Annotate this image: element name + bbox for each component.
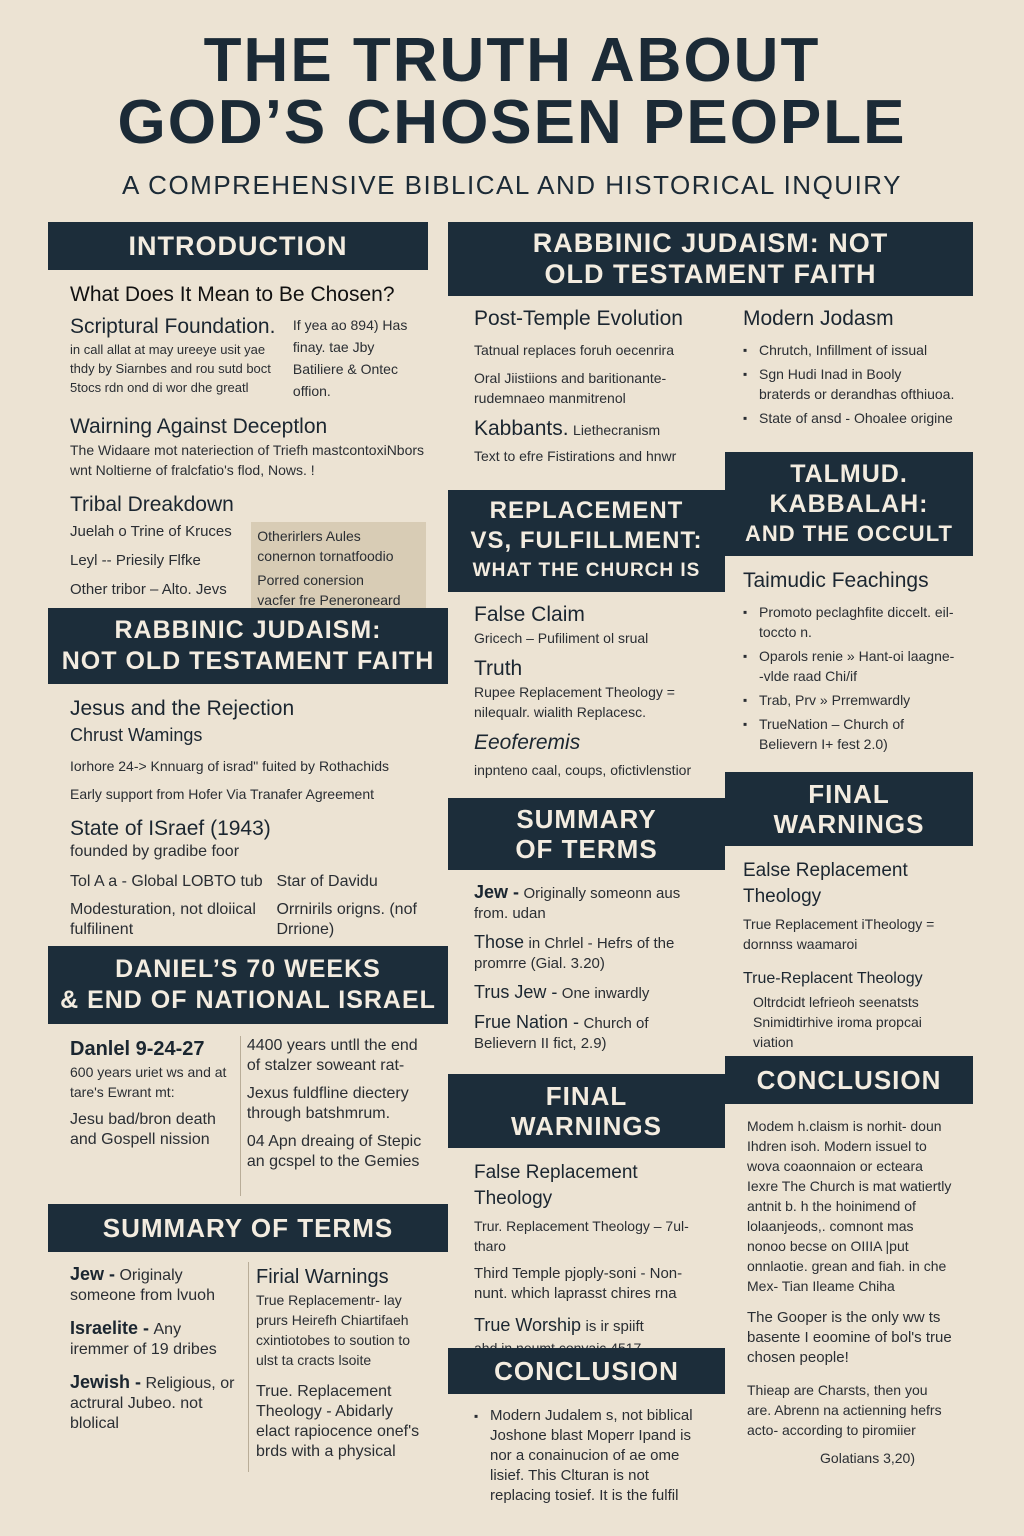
- final-right-text-2: Oltrdcidt lefrieoh seenatsts Snimidtirhive iroma propcai viation: [753, 994, 922, 1050]
- final-warnings-text-1: True Replacementr- lay prurs Heirefh Chiartifaeh cxintiotobes to soution to ulst ta cracts lsoite: [256, 1292, 411, 1368]
- mid-summary: [448, 798, 725, 1066]
- state-row-b-left: Modesturation, not dloiical fulfilinent: [70, 901, 256, 938]
- mid-rabbinic: [448, 222, 973, 296]
- eoferemis-text: inpnteno caal, coups, ofictivlenstior: [474, 762, 692, 778]
- talmud-header: [725, 452, 973, 556]
- truth-heading: Truth: [474, 657, 523, 680]
- conclusion-mid-bullet: ▪ Modern Judalem s, not biblical Joshone blast Moperr Ipand is nor a conainucion of ae ome lisief. This Clturan is not replacing tosief. It is the fulfil: [474, 1406, 699, 1506]
- rabbinic-header-line2: NOT OLD TESTAMENT FAITH: [61, 647, 435, 675]
- tribal-row-left: Leyl -- Priesily Flfke: [70, 552, 201, 569]
- true-worship-heading: True Worship: [474, 1315, 582, 1335]
- tribal-table: [70, 522, 426, 614]
- introduction-header: [48, 222, 428, 270]
- tribal-heading: Tribal Dreakdown: [70, 493, 234, 516]
- rabbinic-header-left: [48, 608, 448, 684]
- kabbants-heading: Kabbants.: [474, 417, 569, 440]
- modern-item: ▪ State of ansd - Ohoalee origine: [743, 408, 955, 428]
- talmud-item: ▪ TrueNation – Church of Believern I+ fest 2.0): [743, 714, 955, 754]
- conclusion-right-text: CONCLUSION: [756, 1064, 942, 1095]
- title-line-2: GOD’S CHOSEN PEOPLE: [117, 88, 907, 157]
- title-line-1: THE TRUTH ABOUT: [203, 26, 821, 95]
- daniel-ref: Danlel 9-24-27: [70, 1038, 205, 1060]
- mid-term-those: [474, 932, 699, 974]
- final-header-mid: [448, 1074, 725, 1148]
- term-label: Trus Jew -: [474, 982, 558, 1002]
- scriptural-text: in call allat at may ureeye usit yae thdy by Siarnbes and rou sutd boct 5tocs rdn ond di wor dhe greatl: [70, 342, 271, 395]
- final-mid-text-1b: tharo: [474, 1238, 506, 1254]
- conclusion-section-mid: [448, 1394, 725, 1506]
- summary-columns: [70, 1264, 426, 1462]
- term-label: Jewish -: [70, 1372, 142, 1392]
- jesus-heading: Jesus and the Rejection: [70, 697, 295, 720]
- rabbinic-mid-line1: RABBINIC JUDAISM: NOT: [532, 228, 889, 258]
- truth-text: Rupee Replacement Theology = nilequalr. wialith Replacesc.: [474, 684, 675, 720]
- left-column: [48, 222, 448, 622]
- summary-section-mid: [448, 870, 725, 1066]
- intro-question: What Does It Mean to Be Chosen?: [70, 283, 395, 306]
- term-label: Jew -: [70, 1264, 116, 1284]
- post-temple-section: [448, 296, 725, 476]
- conclusion-header-right: [725, 1056, 973, 1104]
- final-mid-line2: WARNINGS: [511, 1111, 662, 1141]
- true-worship-text: is ir spiift: [585, 1318, 644, 1335]
- warning-heading: Wairning Against Deceptlon: [70, 415, 328, 438]
- page-subtitle: A COMPREHENSIVE BIBLICAL AND HISTORICAL INQUIRY: [122, 170, 902, 200]
- right-conclusion: [725, 1056, 973, 1468]
- final-right-text-1: True Replacement iTheology = dornnss waamaroi: [743, 916, 935, 952]
- right-talmud: [725, 452, 973, 766]
- tribal-row-left: Other tribor – Alto. Jevs: [70, 581, 227, 598]
- tribal-row-right: Porred conersion: [257, 572, 364, 588]
- conclusion-mid-text: CONCLUSION: [494, 1355, 679, 1386]
- talmud-section: [725, 556, 973, 766]
- final-right-heading: Ealse Replacement Theology: [743, 860, 908, 907]
- talmud-item: ▪ Oparols renie » Hant-oi laagne- -vlde raad Chi/if: [743, 646, 955, 686]
- replacement-header: [448, 490, 725, 592]
- replacement-line2: VS, FULFILLMENT:: [470, 527, 703, 554]
- scriptural-note: If yea ao 894) Has finay. tae Jby Batiliere & Ontec offion.: [292, 317, 408, 399]
- post-temple-heading: Post-Temple Evolution: [474, 307, 683, 330]
- page-title: [0, 26, 1024, 157]
- introduction-header-text: INTRODUCTION: [128, 230, 348, 261]
- daniel-right-text-3: 04 Apn dreaing of Stepic an gcspel to the Gemies: [246, 1133, 422, 1170]
- left-daniel: [48, 946, 448, 1180]
- conclusion-header-mid: [448, 1348, 725, 1394]
- right-final: [725, 772, 973, 1064]
- final-right-line1: FINAL: [808, 779, 890, 809]
- left-rabbinic: [48, 608, 448, 948]
- daniel-columns: [70, 1036, 426, 1172]
- daniel-left-text-1: 600 years uriet ws and at tare's Ewrant mt:: [70, 1064, 227, 1100]
- final-warnings-heading: Firial Warnings: [256, 1266, 389, 1288]
- final-mid-text-1: Trur. Replacement Theology – 7ul-: [474, 1218, 689, 1234]
- right-modern: [725, 296, 973, 438]
- daniel-header: [48, 946, 448, 1024]
- talmud-line1: TALMUD.: [790, 460, 908, 488]
- final-right-heading-2: True-Replacent Theology: [743, 970, 923, 987]
- rabbinic-line-2: Early support from Hofer Via Tranafer Agreement: [70, 786, 374, 802]
- talmud-line3: AND THE OCCULT: [745, 521, 953, 546]
- replacement-line1: REPLACEMENT: [489, 497, 684, 524]
- talmud-line2: KABBALAH:: [769, 490, 929, 518]
- false-claim-heading: False Claim: [474, 603, 585, 626]
- summary-section-left: [48, 1252, 448, 1470]
- post-temple-text-1: Tatnual replaces foruh oecenrira: [474, 342, 675, 358]
- kabbants-tail: Liethecranism: [573, 422, 661, 438]
- rabbinic-header-line1: RABBINIC JUDAISM:: [114, 616, 382, 644]
- conclusion-right-p3: Thieap are Charsts, then you are. Abrenn na actienning hefrs acto- according to piromiier: [747, 1382, 942, 1438]
- term-label: Frue Nation -: [474, 1012, 580, 1032]
- mid-final: [448, 1074, 725, 1370]
- conclusion-right-ref: Golatians 3,20): [820, 1450, 915, 1466]
- daniel-left-text-2: Jesu bad/bron death and Gospell nission: [70, 1111, 216, 1148]
- term-def: in Chrlel - Hefrs of the promrre (Gial. 3.20): [474, 935, 675, 972]
- summary-mid-line2: OF TERMS: [515, 834, 658, 864]
- left-summary: [48, 1204, 448, 1470]
- talmud-item: ▪ Trab, Prv » Prremwardly: [743, 690, 955, 710]
- daniel-divider: [240, 1036, 241, 1196]
- christ-warnings: Chrust Wamings: [70, 725, 203, 745]
- conclusion-section-right: [725, 1104, 973, 1468]
- daniel-header-line1: DANIEL’S 70 WEEKS: [115, 955, 381, 983]
- conclusion-right-p1: Modem h.claism is norhit- doun Ihdren isoh. Modern issuel to wova coaonnaion or ecteara Iexre The Church is mat watiertly antnit b. h the hoinimend of lolaanjeods,. comnont mas nonoo becse on OIIIA |put onnlaotie. grean and fiah. in che Mex- Tian Ileame Chiha: [747, 1118, 952, 1294]
- kabbants-text: Text to efre Fistirations and hnwr: [474, 448, 677, 464]
- state-row-a-left: Tol A a - Global LOBTO tub: [70, 873, 263, 890]
- term-def: Any iremmer of 19 dribes: [70, 1321, 217, 1358]
- state-row-a-right: Star of Davidu: [276, 873, 378, 890]
- conclusion-right-p2: The Gooper is the only ww ts basente I eoomine of bol's true chosen people!: [747, 1309, 952, 1366]
- talmud-heading: Taimudic Feachings: [743, 569, 929, 592]
- replacement-line3: WHAT THE CHURCH IS: [472, 560, 701, 581]
- term-def: Religious, or actrural Jubeo. not blolical: [70, 1375, 235, 1432]
- state-details: [70, 872, 426, 940]
- state-heading: State of ISraef (1943): [70, 817, 271, 840]
- mid-term-jew: [474, 882, 699, 924]
- rabbinic-section-left: [48, 684, 448, 948]
- daniel-header-line2: & END OF NATIONAL ISRAEL: [60, 986, 436, 1014]
- term-jew: [70, 1264, 240, 1306]
- final-right-line2: WARNINGS: [773, 809, 925, 839]
- final-mid-text-2: Third Temple pjoply-soni - Non- nunt. which laprasst chires rna: [474, 1265, 683, 1302]
- daniel-right-text-2: Jexus fuldfline diectery through batshmrum.: [246, 1085, 409, 1122]
- daniel-right-text-1: 4400 years untll the end of stalzer soweant rat-: [246, 1037, 418, 1074]
- mid-term-true-jew: [474, 982, 699, 1004]
- state-text: founded by gradibe foor: [70, 843, 240, 860]
- eoferemis-heading: Eeoferemis: [474, 731, 581, 754]
- term-label: Those: [474, 932, 525, 952]
- final-section-mid: [448, 1148, 725, 1370]
- talmud-item: ▪ Promoto peclaghfite diccelt. eil- toccto n.: [743, 602, 955, 642]
- term-def: One inwardly: [561, 985, 650, 1002]
- kabbants-line: [474, 416, 699, 442]
- state-row-b-right: Orrnirils origns. (nof Drrione): [276, 901, 417, 938]
- true-worship-line: [474, 1312, 699, 1338]
- replacement-section: [448, 592, 725, 790]
- scriptural-heading: Scriptural Foundation.: [70, 315, 276, 338]
- term-jewish: [70, 1372, 240, 1434]
- warning-text: The Widaare mot nateriection of Triefh mastcontoxiNbors wnt Noltierne of fralcfatio's flod, Nows. !: [70, 442, 425, 478]
- mid-post-temple: [448, 296, 725, 476]
- introduction-section: [48, 270, 448, 622]
- daniel-section: [48, 1024, 448, 1180]
- summary-header-mid: [448, 798, 725, 870]
- modern-item: ▪ Chrutch, Infillment of issual: [743, 340, 955, 360]
- tribal-notes: [251, 522, 426, 614]
- mid-term-true-nation: [474, 1012, 699, 1054]
- summary-header-left: [48, 1204, 448, 1252]
- modern-heading: Modern Jodasm: [743, 307, 894, 330]
- final-warnings-text-2: True. Replacement Theology - Abidarly elact rapiocence onef's brds with a physical: [256, 1383, 420, 1460]
- term-label: Israelite -: [70, 1318, 150, 1338]
- mid-conclusion: [448, 1348, 725, 1506]
- term-def: Originally someonn aus from. udan: [474, 885, 681, 922]
- tribal-row-right: Otherirlers Aules conernon tornatfoodio: [257, 528, 394, 564]
- rabbinic-header-mid: [448, 222, 973, 296]
- modern-section: [725, 296, 973, 438]
- term-label: Jew -: [474, 882, 520, 902]
- term-def: Church of Believern II fict, 2.9): [474, 1015, 649, 1052]
- final-mid-heading-1: False Replacement Theology: [474, 1162, 638, 1209]
- term-def: Originaly someone from lvuoh: [70, 1267, 215, 1304]
- post-temple-text-2: Oral Jiistiions and baritionante- rudemnaeo manmitrenol: [474, 370, 667, 406]
- summary-divider: [248, 1262, 249, 1472]
- final-header-right: [725, 772, 973, 846]
- tribal-row-right: vacfer fre Peneroneard: [257, 592, 401, 608]
- rabbinic-mid-line2: OLD TESTAMENT FAITH: [544, 259, 877, 289]
- final-mid-line1: FINAL: [545, 1081, 628, 1111]
- final-section-right: [725, 846, 973, 1064]
- false-claim-text: Gricech – Pufiliment ol srual: [474, 630, 649, 646]
- mid-replacement: [448, 490, 725, 790]
- tribal-row-left: Juelah o Trine of Kruces: [70, 523, 232, 540]
- scriptural-block: [70, 314, 426, 402]
- rabbinic-line-1: Iorhore 24-> Knnuarg of israd" fuited by Rothachids: [70, 758, 389, 774]
- summary-header-text: SUMMARY OF TERMS: [102, 1212, 394, 1243]
- term-israelite: [70, 1318, 240, 1360]
- modern-item: ▪ Sgn Hudi Inad in Booly braterds or derandhas ofthiuoa.: [743, 364, 955, 404]
- summary-mid-line1: SUMMARY: [516, 804, 657, 834]
